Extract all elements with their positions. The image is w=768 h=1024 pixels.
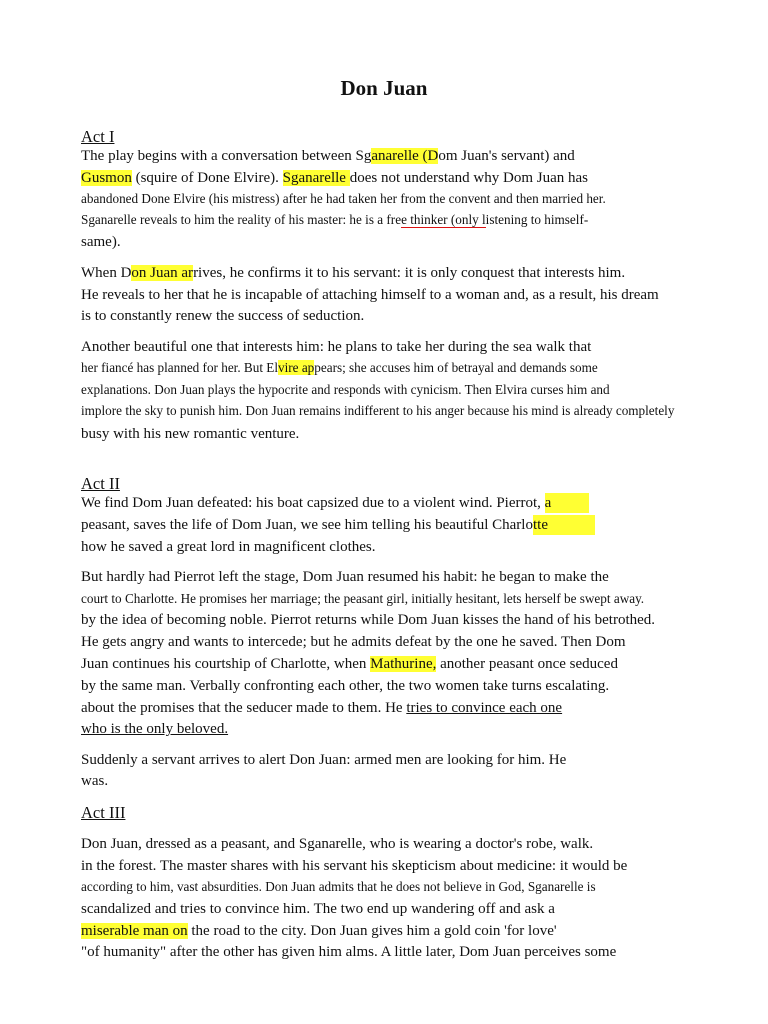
highlight: miserable man on xyxy=(81,923,188,939)
highlight: anarelle (D xyxy=(371,148,439,164)
act-1-line: Gusmon (squire of Done Elvire). Sganarelle does not understand why Dom Juan has xyxy=(81,170,589,186)
act-2-line: He gets angry and wants to intercede; but he admits defeat by the one he saved. Then Dom xyxy=(81,634,626,650)
act-3-line: in the forest. The master shares with his servant his skepticism about medicine: it would be xyxy=(81,858,628,874)
document-title: Don Juan xyxy=(340,76,428,100)
underlined-text: tries to convince each one xyxy=(406,700,563,716)
act-2-heading: Act II xyxy=(81,474,120,493)
highlight: tte xyxy=(533,515,595,535)
act-1-line: When Don Juan arrives, he confirms it to his servant: it is only conquest that interests him. xyxy=(81,265,626,281)
act-1-heading: Act I xyxy=(81,127,115,146)
highlight: Mathurine, xyxy=(370,656,437,672)
act-2-line: was. xyxy=(81,773,109,789)
act-1-line: He reveals to her that he is incapable of attaching himself to a woman and, as a result, his dream xyxy=(81,287,659,303)
act-2-line: court to Charlotte. He promises her marriage; the peasant girl, initially hesitant, lets herself be swept away. xyxy=(81,591,645,606)
act-3-line: according to him, vast absurdities. Don Juan admits that he does not believe in God, Sganarelle is xyxy=(81,879,596,894)
highlight: Sganarelle xyxy=(282,170,350,186)
act-2-line: about the promises that the seducer made to them. He tries to convince each one xyxy=(81,698,655,718)
act-2-line: Suddenly a servant arrives to alert Don Juan: armed men are looking for him. He xyxy=(81,752,567,768)
act-3-heading: Act III xyxy=(81,803,126,822)
act-1-line: implore the sky to punish him. Don Juan remains indifferent to his anger because his mind is already completely xyxy=(81,403,675,418)
highlight: Gusmon xyxy=(81,170,132,186)
act-2-line: But hardly had Pierrot left the stage, Dom Juan resumed his habit: he began to make the xyxy=(81,569,609,585)
highlight: on Juan ar xyxy=(131,265,194,281)
act-2-line: how he saved a great lord in magnificent clothes. xyxy=(81,539,376,555)
act-2-line: by the same man. Verbally confronting each other, the two women take turns escalating. xyxy=(81,678,610,694)
act-2-line: by the idea of becoming noble. Pierrot returns while Dom Juan kisses the hand of his betrothed. xyxy=(81,612,656,628)
act-3-line: "of humanity" after the other has given him alms. A little later, Dom Juan perceives some xyxy=(81,944,617,960)
highlight: vire ap xyxy=(278,360,315,375)
act-2-line xyxy=(81,719,249,739)
act-3-line: Don Juan, dressed as a peasant, and Sganarelle, who is wearing a doctor's robe, walk. xyxy=(81,836,594,852)
act-1-line: Another beautiful one that interests him: he plans to take her during the sea walk that xyxy=(81,339,592,355)
spellcheck-underline: e thinker (only l xyxy=(401,212,486,227)
highlight: a xyxy=(545,493,589,513)
act-2-line: peasant, saves the life of Dom Juan, we see him telling his beautiful Charlotte xyxy=(81,515,595,535)
act-3-line: scandalized and tries to convince him. The two end up wandering off and ask a xyxy=(81,901,555,917)
act-1-line: Sganarelle reveals to him the reality of his master: he is a free thinker (only listening to himself- xyxy=(81,212,589,227)
act-1-line: same). xyxy=(81,234,121,250)
act-1-line: her fiancé has planned for her. But Elvire appears; she accuses him of betrayal and demands some xyxy=(81,360,598,375)
act-1-line: abandoned Done Elvire (his mistress) after he had taken her from the convent and then married her. xyxy=(81,191,606,206)
act-2-line: Juan continues his courtship of Charlotte, when Mathurine, another peasant once seduced xyxy=(81,656,618,672)
act-1-line: explanations. Don Juan plays the hypocrite and responds with cynicism. Then Elvira curses him and xyxy=(81,382,610,397)
act-1-line: busy with his new romantic venture. xyxy=(81,426,300,442)
act-1-line: The play begins with a conversation between Sganarelle (Dom Juan's servant) and xyxy=(81,148,575,164)
underlined-text: who is the only beloved. xyxy=(81,721,229,737)
act-1-line: is to constantly renew the success of seduction. xyxy=(81,308,365,324)
act-2-line: We find Dom Juan defeated: his boat capsized due to a violent wind. Pierrot, a xyxy=(81,493,589,513)
act-3-line: miserable man on the road to the city. Don Juan gives him a gold coin 'for love' xyxy=(81,923,557,939)
